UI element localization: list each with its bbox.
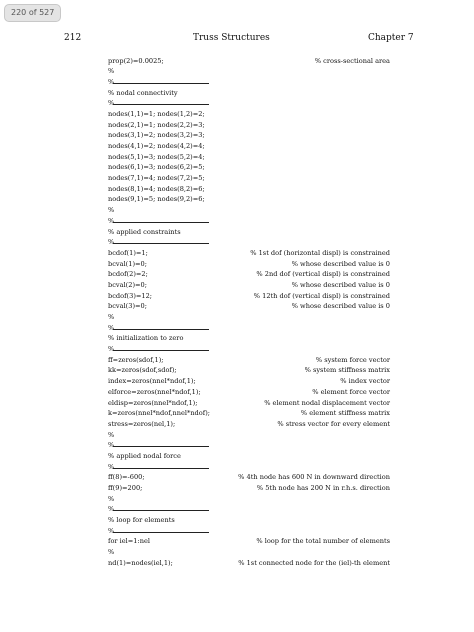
code-line — [108, 227, 390, 238]
comment-divider-rule — [113, 446, 209, 447]
code-text: nodes(7,1)=4; nodes(7,2)=5; — [108, 174, 205, 183]
code-text: nodes(2,1)=1; nodes(2,2)=3; — [108, 120, 205, 129]
page-counter-badge: 220 of 527 — [4, 4, 61, 22]
code-text: % — [108, 430, 115, 439]
comment-divider-rule — [113, 468, 209, 469]
code-line — [108, 536, 390, 547]
code-text: nodes(4,1)=2; nodes(4,2)=4; — [108, 142, 205, 150]
code-text: % — [108, 77, 115, 86]
code-line — [108, 365, 390, 376]
code-line — [108, 558, 390, 569]
comment-divider-rule — [113, 243, 209, 244]
code-line — [108, 216, 390, 227]
code-text: % — [108, 494, 115, 503]
code-line — [108, 98, 390, 109]
code-line — [108, 376, 390, 387]
page-number: 212 — [64, 33, 82, 43]
comment-divider-rule — [113, 510, 209, 511]
code-text: nodes(1,1)=1; nodes(1,2)=2; — [108, 109, 205, 118]
code-line — [108, 162, 390, 173]
code-text: % — [108, 548, 115, 557]
code-text: bcdof(1)=1; — [108, 248, 148, 257]
code-comment: % element stiffness matrix — [300, 409, 390, 418]
code-text: bcval(2)=0; — [108, 280, 147, 289]
code-line — [108, 398, 390, 409]
code-comment: % loop for the total number of elements — [256, 537, 390, 546]
code-text: nodes(3,1)=2; nodes(3,2)=3; — [108, 131, 205, 140]
code-comment: % system stiffness matrix — [304, 366, 390, 375]
code-text: % — [108, 67, 115, 76]
code-text: k=zeros(nnel*ndof,nnel*ndof); — [108, 409, 210, 418]
code-line — [108, 312, 390, 323]
code-text: % — [108, 216, 115, 225]
code-text: bcdof(3)=12; — [108, 291, 153, 300]
code-text: elforce=zeros(nnel*ndof,1); — [108, 387, 201, 396]
code-text: nodes(5,1)=3; nodes(5,2)=4; — [108, 152, 205, 161]
code-comment: % 4th node has 600 N in downward direction — [238, 473, 390, 482]
page-header — [0, 33, 474, 45]
code-line — [108, 355, 390, 366]
code-line — [108, 184, 390, 195]
code-line — [108, 56, 390, 67]
comment-divider-rule — [113, 329, 209, 330]
code-line — [108, 88, 390, 99]
code-line — [108, 173, 390, 184]
comment-divider-rule — [113, 83, 209, 84]
code-text: bcval(3)=0; — [108, 302, 147, 311]
code-comment: % whose described value is 0 — [291, 302, 390, 311]
code-text: nd(1)=nodes(iel,1); — [108, 558, 173, 567]
code-line — [108, 472, 390, 483]
code-line — [108, 120, 390, 131]
code-line — [108, 504, 390, 515]
code-line — [108, 269, 390, 280]
code-line — [108, 440, 390, 451]
code-line — [108, 483, 390, 494]
code-text: prop(2)=0.0025; — [108, 56, 164, 65]
code-text: % — [108, 441, 115, 450]
code-comment: % 5th node has 200 N in r.h.s. direction — [256, 484, 390, 492]
code-line — [108, 248, 390, 259]
code-line — [108, 237, 390, 248]
code-line — [108, 77, 390, 88]
code-text: % — [108, 99, 115, 108]
code-comment: % index vector — [340, 377, 390, 386]
code-comment: % element force vector — [312, 387, 390, 396]
matlab-code-listing — [108, 56, 390, 569]
code-comment: % cross-sectional area — [314, 56, 390, 65]
code-line — [108, 462, 390, 473]
code-line — [108, 408, 390, 419]
code-comment: % 1st dof (horizontal displ) is constrained — [250, 248, 390, 257]
code-text: % loop for elements — [108, 516, 175, 525]
code-line — [108, 141, 390, 152]
code-text: ff(9)=200; — [108, 484, 143, 492]
code-text: % applied constraints — [108, 227, 181, 236]
comment-divider-rule — [113, 104, 209, 105]
code-text: % applied nodal force — [108, 451, 181, 460]
code-text: % — [108, 313, 115, 321]
code-comment: % whose described value is 0 — [291, 280, 390, 289]
code-line — [108, 515, 390, 526]
code-text: % — [108, 323, 115, 332]
code-text: % — [108, 526, 115, 535]
code-text: stress=zeros(nel,1); — [108, 419, 176, 428]
code-text: ff=zeros(sdof,1); — [108, 355, 164, 364]
code-line — [108, 344, 390, 355]
code-comment: % element nodal displacement vector — [264, 398, 390, 407]
code-line — [108, 152, 390, 163]
code-line — [108, 205, 390, 216]
code-line — [108, 301, 390, 312]
code-text: nodes(6,1)=3; nodes(6,2)=5; — [108, 163, 205, 172]
code-line — [108, 259, 390, 270]
code-text: bcdof(2)=2; — [108, 270, 148, 279]
code-text: for iel=1:nel — [108, 537, 150, 546]
code-line — [108, 430, 390, 441]
code-comment: % whose described value is 0 — [291, 259, 390, 268]
code-line — [108, 66, 390, 77]
code-text: % — [108, 462, 115, 471]
code-text: % initialization to zero — [108, 334, 184, 343]
code-line — [108, 280, 390, 291]
code-comment: % system force vector — [315, 355, 390, 364]
code-line — [108, 323, 390, 334]
code-comment: % 12th dof (vertical displ) is constrained — [253, 291, 390, 300]
code-line — [108, 130, 390, 141]
code-text: % — [108, 206, 115, 215]
code-text: % — [108, 505, 115, 514]
code-line — [108, 387, 390, 398]
code-line — [108, 451, 390, 462]
running-title: Truss Structures — [193, 33, 270, 43]
code-text: nodes(9,1)=5; nodes(9,2)=6; — [108, 195, 205, 204]
code-comment: % 1st connected node for the (iel)-th element — [238, 558, 390, 567]
code-text: bcval(1)=0; — [108, 259, 147, 268]
code-line — [108, 333, 390, 344]
code-text: kk=zeros(sdof,sdof); — [108, 366, 177, 375]
code-text: % — [108, 238, 115, 247]
code-text: eldisp=zeros(nnel*ndof,1); — [108, 398, 198, 407]
code-text: index=zeros(nnel*ndof,1); — [108, 377, 196, 386]
code-text: nodes(8,1)=4; nodes(8,2)=6; — [108, 184, 205, 193]
code-line — [108, 109, 390, 120]
chapter-label: Chapter 7 — [368, 33, 414, 43]
code-line — [108, 494, 390, 505]
code-line — [108, 194, 390, 205]
code-comment: % 2nd dof (vertical displ) is constrained — [256, 270, 390, 279]
code-comment: % stress vector for every element — [277, 419, 390, 428]
code-text: % nodal connectivity — [108, 88, 178, 97]
code-line — [108, 547, 390, 558]
code-line — [108, 419, 390, 430]
code-text: % — [108, 345, 115, 354]
code-line — [108, 526, 390, 537]
comment-divider-rule — [113, 350, 209, 351]
comment-divider-rule — [113, 532, 209, 533]
comment-divider-rule — [113, 222, 209, 223]
code-text: ff(8)=-600; — [108, 473, 145, 482]
code-line — [108, 291, 390, 302]
